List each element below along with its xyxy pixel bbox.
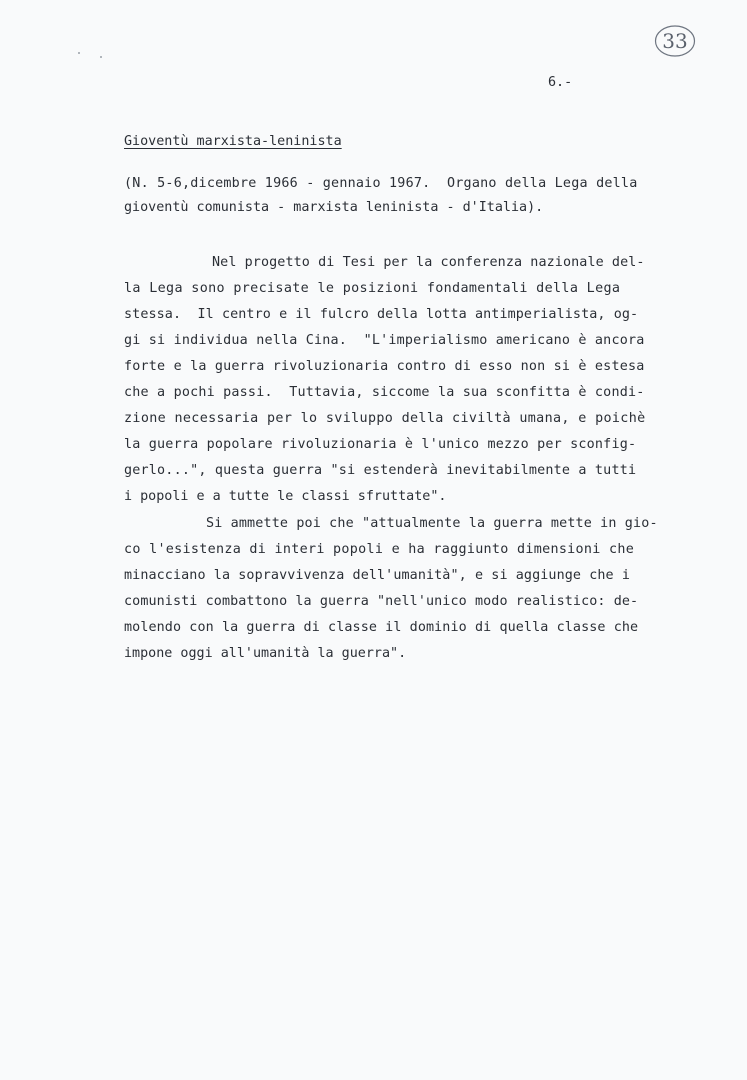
page-number: 6.- xyxy=(548,75,573,90)
text-line: gerlo...", questa guerra "si estenderà inevitabilmente a tutti xyxy=(124,463,637,478)
folio-number: 33 xyxy=(662,29,688,53)
text-line: (N. 5-6,dicembre 1966 - gennaio 1967. Organo della Lega della xyxy=(124,176,638,191)
text-line: la Lega sono precisate le posizioni fondamentali della Lega xyxy=(124,281,621,296)
text-line: stessa. Il centro e il fulcro della lotta antimperialista, og- xyxy=(124,307,639,322)
text-line: molendo con la guerra di classe il dominio di quella classe che xyxy=(124,620,639,635)
text-line: gioventù comunista - marxista leninista - d'Italia). xyxy=(124,200,544,215)
text-line: i popoli e a tutte le classi sfruttate". xyxy=(124,489,447,504)
text-line: comunisti combattono la guerra "nell'unico modo realistico: de- xyxy=(124,594,639,609)
text-line: Si ammette poi che "attualmente la guerra mette in gio- xyxy=(206,516,658,531)
text-line: Nel progetto di Tesi per la conferenza nazionale del- xyxy=(212,255,645,270)
text-line: impone oggi all'umanità la guerra". xyxy=(124,646,407,661)
text-line: zione necessaria per lo sviluppo della civiltà umana, e poichè xyxy=(124,411,646,426)
text-line: co l'esistenza di interi popoli e ha raggiunto dimensioni che xyxy=(124,542,635,557)
text-line: la guerra popolare rivoluzionaria è l'unico mezzo per sconfig- xyxy=(124,437,637,452)
text-line: forte e la guerra rivoluzionaria contro di esso non si è estesa xyxy=(124,359,645,374)
folio-stamp xyxy=(654,24,696,58)
text-line: che a pochi passi. Tuttavia, siccome la sua sconfitta è condi- xyxy=(124,385,645,400)
text-line: gi si individua nella Cina. "L'imperialismo americano è ancora xyxy=(124,333,645,348)
document-title: Gioventù marxista-leninista xyxy=(124,134,342,149)
text-line: minacciano la sopravvivenza dell'umanità", e si aggiunge che i xyxy=(124,568,631,583)
